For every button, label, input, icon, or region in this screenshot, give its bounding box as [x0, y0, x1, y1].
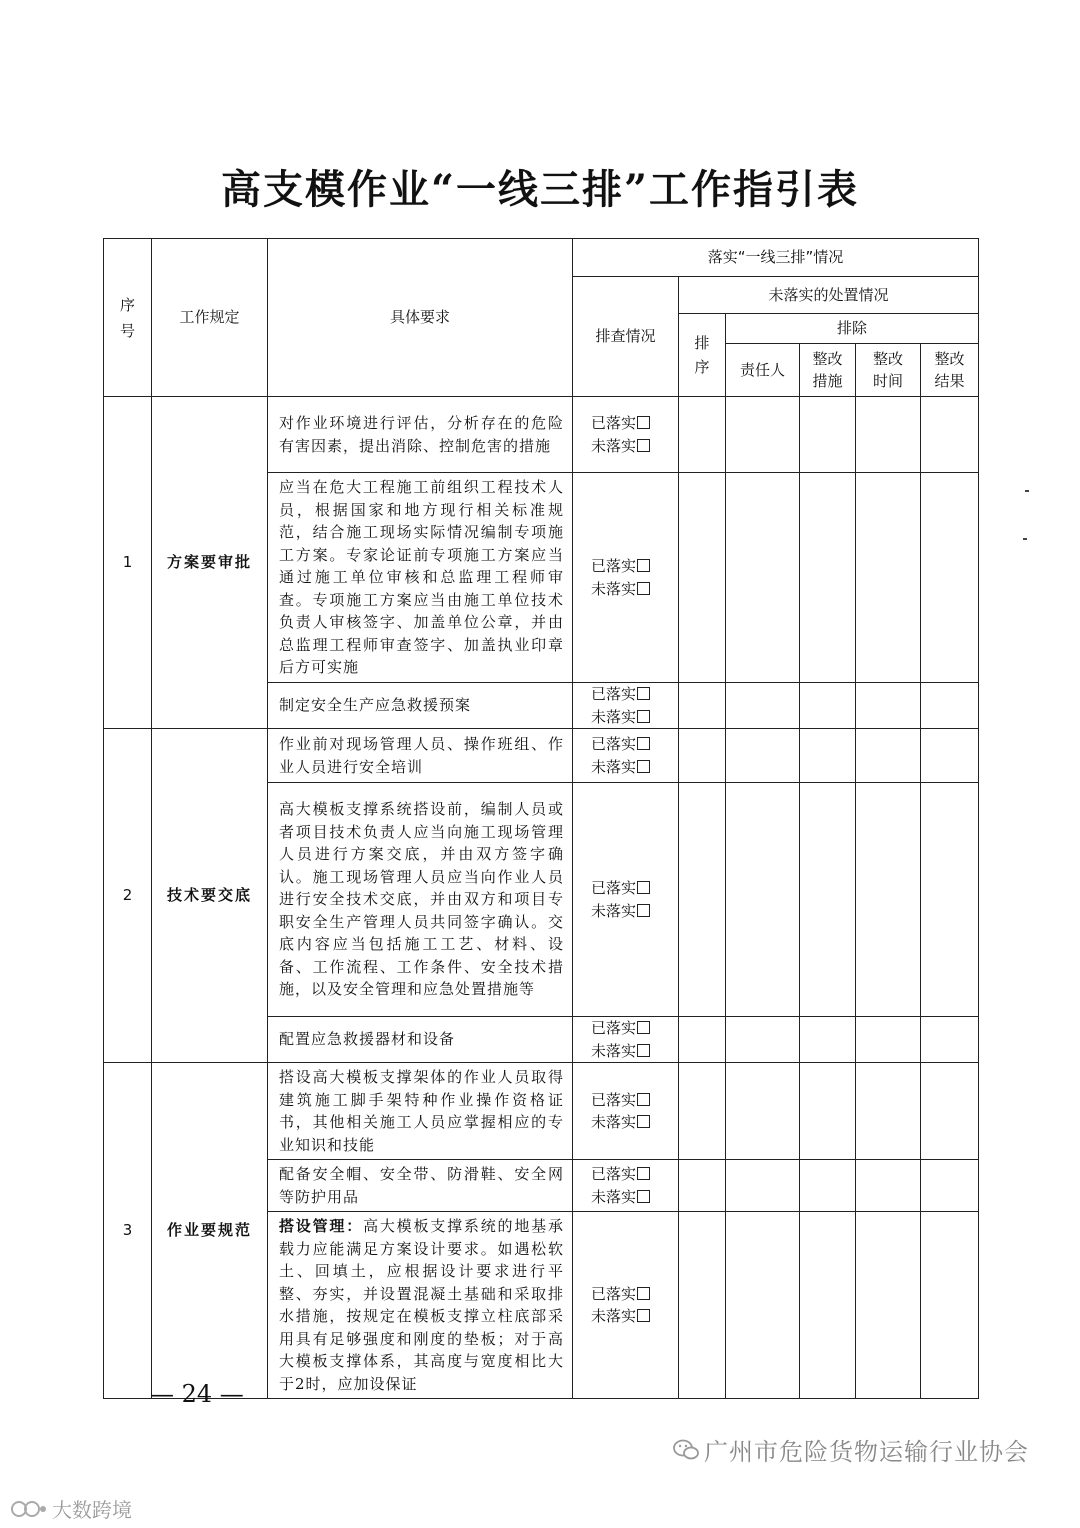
empty-cell — [679, 1063, 726, 1160]
header-requirement: 具体要求 — [268, 239, 573, 397]
empty-cell — [726, 1017, 800, 1063]
not-done-checkbox[interactable]: 未落实 — [591, 1111, 678, 1134]
empty-cell — [856, 1160, 921, 1212]
empty-cell — [726, 783, 800, 1017]
header-responsible: 责任人 — [726, 344, 800, 397]
done-checkbox[interactable]: 已落实 — [591, 877, 678, 900]
empty-cell — [856, 729, 921, 783]
check-cell — [573, 1063, 679, 1160]
header-rank: 排序 — [679, 314, 726, 397]
empty-cell — [726, 1063, 800, 1160]
empty-cell — [679, 729, 726, 783]
empty-cell — [726, 1212, 800, 1399]
requirement-cell: 配备安全帽、安全带、防滑鞋、安全网等防护用品 — [268, 1160, 573, 1212]
done-checkbox[interactable]: 已落实 — [591, 1017, 678, 1040]
empty-cell — [800, 397, 856, 473]
empty-cell — [921, 473, 979, 683]
requirement-cell: 应当在危大工程施工前组织工程技术人员，根据国家和地方现行相关标准规范，结合施工现场实际情况编制专项施工方案。专家论证前专项施工方案应当通过施工单位审核和总监理工程师审查。专项施工方案应当由施工单位技术负责人审核签字、加盖单位公章，并由总监理工程师审查签字、加盖执业印章后方可实施 — [268, 473, 573, 683]
empty-cell — [856, 1063, 921, 1160]
header-measures: 整改措施 — [800, 344, 856, 397]
watermark-association — [672, 1432, 1029, 1468]
empty-cell — [856, 1017, 921, 1063]
empty-cell — [921, 1063, 979, 1160]
requirement-cell: 对作业环境进行评估，分析存在的危险有害因素，提出消除、控制危害的措施 — [268, 397, 573, 473]
check-cell — [573, 473, 679, 683]
not-done-checkbox[interactable]: 未落实 — [591, 756, 678, 779]
empty-cell — [921, 1017, 979, 1063]
header-check: 排查情况 — [573, 277, 679, 397]
empty-cell — [679, 1212, 726, 1399]
empty-cell — [726, 397, 800, 473]
requirement-cell: 高大模板支撑系统搭设前，编制人员或者项目技术负责人应当向施工现场管理人员进行方案交底，并由双方签字确认。施工现场管理人员应当向作业人员进行安全技术交底，并由双方和项目专职安全生产管理人员共同签字确认。交底内容应当包括施工工艺、材料、设备、工作流程、工作条件、安全技术措施，以及安全管理和应急处置措施等 — [268, 783, 573, 1017]
scan-dot — [1025, 490, 1029, 492]
header-eliminate: 排除 — [726, 314, 979, 344]
empty-cell — [856, 783, 921, 1017]
not-done-checkbox[interactable]: 未落实 — [591, 1305, 678, 1328]
check-cell — [573, 397, 679, 473]
seq-cell: 1 — [104, 397, 152, 729]
empty-cell — [679, 683, 726, 729]
requirement-cell: 搭设高大模板支撑架体的作业人员取得建筑施工脚手架特种作业操作资格证书，其他相关施工人员应掌握相应的专业知识和技能 — [268, 1063, 573, 1160]
header-result: 整改结果 — [921, 344, 979, 397]
empty-cell — [679, 473, 726, 683]
done-checkbox[interactable]: 已落实 — [591, 1089, 678, 1112]
done-checkbox[interactable]: 已落实 — [591, 1283, 678, 1306]
not-done-checkbox[interactable]: 未落实 — [591, 1186, 678, 1209]
requirement-prefix: 搭设管理： — [279, 1217, 364, 1235]
rule-cell: 作业要规范 — [152, 1063, 268, 1399]
seq-cell: 3 — [104, 1063, 152, 1399]
check-cell — [573, 1017, 679, 1063]
done-checkbox[interactable]: 已落实 — [591, 1163, 678, 1186]
check-cell — [573, 683, 679, 729]
seq-cell: 2 — [104, 729, 152, 1063]
done-checkbox[interactable]: 已落实 — [591, 412, 678, 435]
done-checkbox[interactable]: 已落实 — [591, 733, 678, 756]
not-done-checkbox[interactable]: 未落实 — [591, 706, 678, 729]
page-title: 高支模作业“一线三排”工作指引表 — [220, 166, 859, 213]
check-cell — [573, 1212, 679, 1399]
empty-cell — [800, 1017, 856, 1063]
empty-cell — [800, 1063, 856, 1160]
empty-cell — [679, 397, 726, 473]
not-done-checkbox[interactable]: 未落实 — [591, 578, 678, 601]
empty-cell — [856, 473, 921, 683]
empty-cell — [856, 683, 921, 729]
requirement-text: 高大模板支撑系统的地基承载力应能满足方案设计要求。如遇松软土、回填土，应根据设计要求进行平整、夯实，并设置混凝土基础和采取排水措施，按规定在模板支撑立柱底部采用具有足够强度和刚度的垫板；对于高大模板支撑体系，其高度与宽度相比大于2时，应加设保证 — [279, 1217, 564, 1393]
wechat-icon — [672, 1438, 700, 1468]
empty-cell — [856, 397, 921, 473]
empty-cell — [921, 729, 979, 783]
empty-cell — [921, 1160, 979, 1212]
empty-cell — [921, 397, 979, 473]
not-done-checkbox[interactable]: 未落实 — [591, 900, 678, 923]
header-implementation: 落实“一线三排”情况 — [573, 239, 979, 277]
check-cell — [573, 729, 679, 783]
brand-logo-icon — [10, 1498, 48, 1525]
not-done-checkbox[interactable]: 未落实 — [591, 1040, 678, 1063]
empty-cell — [921, 683, 979, 729]
watermark-brand — [10, 1494, 132, 1525]
empty-cell — [679, 1017, 726, 1063]
rule-cell: 方案要审批 — [152, 397, 268, 729]
header-rule: 工作规定 — [152, 239, 268, 397]
empty-cell — [800, 1160, 856, 1212]
empty-cell — [679, 783, 726, 1017]
empty-cell — [726, 683, 800, 729]
header-unimplemented: 未落实的处置情况 — [679, 277, 979, 314]
watermark-association-text: 广州市危险货物运输行业协会 — [704, 1438, 1029, 1466]
empty-cell — [800, 783, 856, 1017]
empty-cell — [921, 1212, 979, 1399]
empty-cell — [800, 1212, 856, 1399]
scan-dot — [1023, 538, 1027, 540]
empty-cell — [679, 1160, 726, 1212]
header-seq: 序号 — [104, 239, 152, 397]
requirement-cell — [268, 1212, 573, 1399]
requirement-cell: 配置应急救援器材和设备 — [268, 1017, 573, 1063]
watermark-brand-text: 大数跨境 — [52, 1498, 132, 1522]
check-cell — [573, 783, 679, 1017]
rule-cell: 技术要交底 — [152, 729, 268, 1063]
requirement-cell: 作业前对现场管理人员、操作班组、作业人员进行安全培训 — [268, 729, 573, 783]
header-time: 整改时间 — [856, 344, 921, 397]
requirement-cell: 制定安全生产应急救援预案 — [268, 683, 573, 729]
done-checkbox[interactable]: 已落实 — [591, 555, 678, 578]
empty-cell — [726, 473, 800, 683]
done-checkbox[interactable]: 已落实 — [591, 683, 678, 706]
empty-cell — [726, 729, 800, 783]
empty-cell — [726, 1160, 800, 1212]
empty-cell — [856, 1212, 921, 1399]
guide-table — [103, 238, 979, 1399]
check-cell — [573, 1160, 679, 1212]
empty-cell — [921, 783, 979, 1017]
empty-cell — [800, 683, 856, 729]
page-number: — 24 — — [150, 1380, 244, 1408]
not-done-checkbox[interactable]: 未落实 — [591, 435, 678, 458]
empty-cell — [800, 473, 856, 683]
empty-cell — [800, 729, 856, 783]
